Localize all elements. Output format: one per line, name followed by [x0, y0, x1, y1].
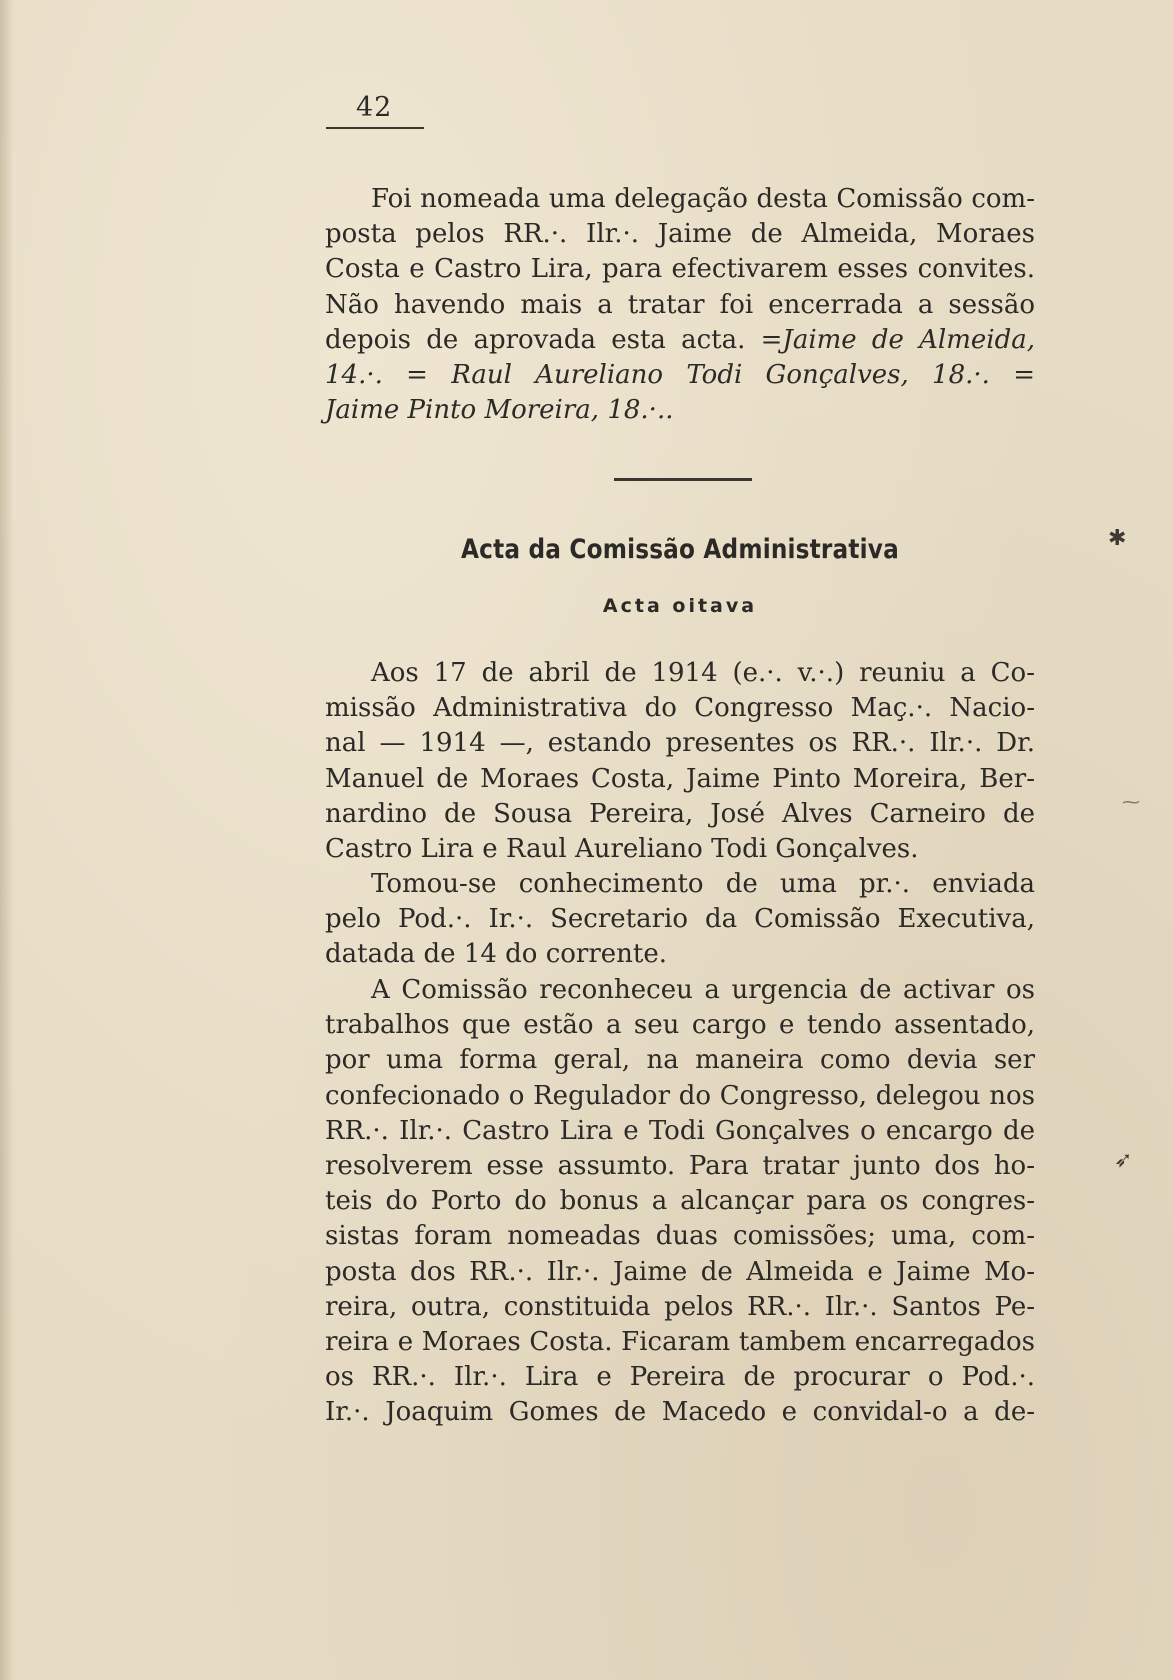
section-divider: [614, 478, 752, 481]
page-edge-shadow: [0, 0, 14, 1680]
text-line: Manuel de Moraes Costa, Jaime Pinto Moreira, Ber-: [325, 763, 1035, 794]
text-line: reira, outra, constituida pelos RR.·. Ilr.·. Santos Pe-: [325, 1291, 1035, 1322]
text-line: pelo Pod.·. Ir.·. Secretario da Comissão Executiva,: [325, 904, 1035, 935]
ink-mark-icon: ✱: [1108, 526, 1127, 551]
intro-paragraph: [325, 182, 1035, 428]
text-line: Foi nomeada uma delegação desta Comissão com-: [371, 184, 1035, 214]
paragraph-2: [325, 867, 1035, 973]
text-line: nal — 1914 —, estando presentes os RR.·. Ilr.·. Dr.: [325, 728, 1035, 759]
page-number-underline: [326, 127, 424, 129]
text-line: confecionado o Regulador do Congresso, delegou nos: [325, 1080, 1035, 1111]
text-line: Aos 17 de abril de 1914 (e.·. v.·.) reuniu a Co-: [371, 658, 1035, 688]
paragraph-3: [325, 973, 1035, 1431]
text-line: Costa e Castro Lira, para efectivarem esses convites.: [325, 254, 1035, 285]
text-line: Ir.·. Joaquim Gomes de Macedo e convidal-o a de-: [325, 1397, 1035, 1428]
text-line: RR.·. Ilr.·. Castro Lira e Todi Gonçalves o encargo de: [325, 1115, 1035, 1146]
text-line: [325, 358, 1035, 393]
text-line: posta pelos RR.·. Ilr.·. Jaime de Almeida, Moraes: [325, 219, 1035, 250]
section-heading: Acta da Comissão Administrativa: [461, 534, 899, 565]
signature-number: 14.·. =: [325, 360, 452, 391]
text-line: Tomou-se conhecimento de uma pr.·. enviada: [371, 869, 1035, 899]
text-line: os RR.·. Ilr.·. Lira e Pereira de procurar o Pod.·.: [325, 1362, 1035, 1393]
signature-line: Jaime Pinto Moreira, 18.·..: [325, 395, 674, 426]
signature-name: Raul Aureliano Todi Gonçalves,: [451, 360, 909, 391]
signature-name: Jaime de Almeida,: [782, 324, 1036, 355]
text-line: sistas foram nomeadas duas comissões; uma, com-: [325, 1221, 1035, 1252]
text-line: por uma forma geral, na maneira como devia ser: [325, 1045, 1035, 1076]
text-line: Não havendo mais a tratar foi encerrada a sessão: [325, 289, 1035, 320]
text-line: datada de 14 do corrente.: [325, 939, 668, 970]
page-number: 42: [356, 92, 393, 123]
text-line: [325, 323, 1035, 358]
text-line: nardino de Sousa Pereira, José Alves Carneiro de: [325, 798, 1035, 829]
text-line: teis do Porto do bonus a alcançar para os congres-: [325, 1186, 1035, 1217]
ink-mark-icon: ➶: [1114, 1148, 1133, 1173]
text-line: posta dos RR.·. Ilr.·. Jaime de Almeida e Jaime Mo-: [325, 1256, 1035, 1287]
signature-number: 18.·. =: [908, 360, 1035, 391]
text-line: missão Administrativa do Congresso Maç.·. Nacio-: [325, 693, 1035, 724]
text-line: resolverem esse assumto. Para tratar junto dos ho-: [325, 1151, 1035, 1182]
text-line: Castro Lira e Raul Aureliano Todi Gonçalves.: [325, 834, 919, 865]
section-subheading: Acta oitava: [602, 595, 758, 617]
text-line: trabalhos que estão a seu cargo e tendo assentado,: [325, 1010, 1035, 1041]
text-segment: depois de aprovada esta acta. =: [325, 324, 783, 355]
paragraph-1: [325, 656, 1035, 867]
text-line: A Comissão reconheceu a urgencia de activar os: [371, 975, 1035, 1005]
text-line: reira e Moraes Costa. Ficaram tambem encarregados: [325, 1327, 1035, 1358]
ink-mark-icon: ⁓: [1122, 792, 1140, 813]
